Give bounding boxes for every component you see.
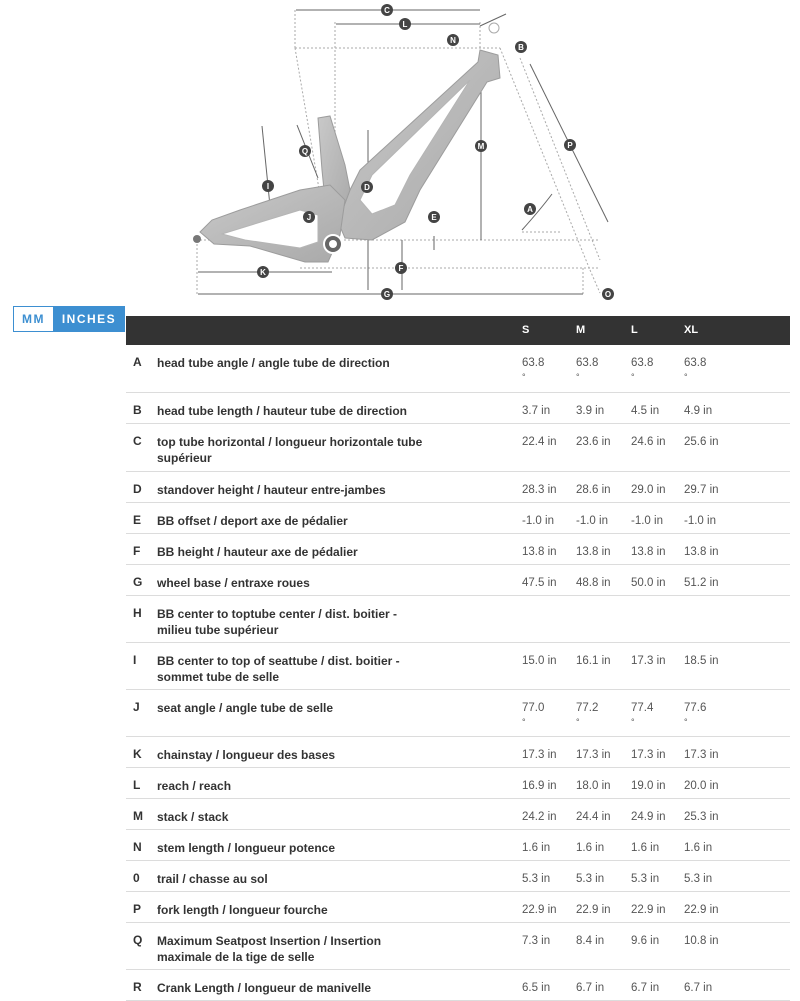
value-text: 3.7 in: [522, 405, 551, 417]
row-value: [522, 544, 557, 560]
marker-letter: K: [260, 268, 266, 277]
row-value: [522, 980, 550, 996]
dimension-marker-n: [447, 34, 459, 46]
table-row: [126, 565, 790, 596]
row-key: C: [133, 434, 142, 448]
value-text: 17.3 in: [631, 749, 666, 761]
row-key: R: [133, 980, 142, 994]
value-text: 29.7 in: [684, 484, 719, 496]
table-row: [126, 737, 790, 768]
geometry-table: [126, 316, 790, 1001]
row-key: E: [133, 513, 142, 527]
dimension-marker-g: [381, 288, 393, 300]
row-label: stem length / longueur potence: [157, 841, 336, 855]
value-text: 3.9 in: [576, 405, 605, 417]
row-key: G: [133, 575, 143, 589]
value-text: -1.0 in: [576, 515, 608, 527]
row-value: [631, 403, 659, 419]
row-value: [631, 653, 666, 669]
row-value: [631, 933, 659, 949]
table-row: [126, 643, 790, 690]
row-key: P: [133, 902, 142, 916]
row-value: [631, 840, 659, 856]
row-key: K: [133, 747, 142, 761]
marker-letter: C: [384, 6, 390, 15]
value-text: 22.9 in: [684, 904, 719, 916]
table-row: [126, 472, 790, 503]
dimension-marker-p: [564, 139, 576, 151]
table-row: [126, 923, 790, 970]
degree-unit: °: [576, 372, 580, 382]
row-value: [522, 933, 550, 949]
value-text: 4.5 in: [631, 405, 660, 417]
table-row: [126, 861, 790, 892]
size-header-l: L: [631, 324, 638, 336]
value-text: 22.9 in: [522, 904, 557, 916]
value-text: 63.8: [576, 357, 599, 369]
value-text: 1.6 in: [684, 842, 713, 854]
table-row: [126, 768, 790, 799]
dimension-marker-q: [299, 145, 311, 157]
value-text: 77.4: [631, 702, 654, 714]
table-row: [126, 596, 790, 643]
value-text: 25.3 in: [684, 811, 719, 823]
value-text: 47.5 in: [522, 577, 557, 589]
value-text: 1.6 in: [522, 842, 551, 854]
marker-letter: P: [567, 141, 573, 150]
degree-unit: °: [684, 717, 688, 727]
value-text: 4.9 in: [684, 405, 713, 417]
unit-toggle: [13, 306, 125, 332]
degree-unit: °: [631, 717, 635, 727]
row-label: chainstay / longueur des bases: [157, 748, 336, 762]
row-value: [576, 653, 611, 669]
value-text: 24.2 in: [522, 811, 557, 823]
row-label: stack / stack: [157, 810, 229, 824]
row-value: [522, 513, 554, 529]
row-value: [522, 809, 557, 825]
marker-letter: A: [527, 205, 533, 214]
table-row: [126, 503, 790, 534]
value-text: 17.3 in: [684, 749, 719, 761]
value-text: 7.3 in: [522, 935, 551, 947]
row-label: head tube angle / angle tube de direction: [157, 356, 390, 370]
row-key: J: [133, 700, 140, 714]
row-value: [576, 434, 611, 450]
table-row: [126, 690, 790, 737]
row-value: [522, 840, 550, 856]
value-text: 24.6 in: [631, 436, 666, 448]
row-label: BB center to top of seattube / dist. boitier - sommet tube de selle: [157, 654, 400, 684]
row-value: [576, 871, 604, 887]
row-label: seat angle / angle tube de selle: [157, 701, 334, 715]
table-header: [126, 316, 790, 345]
row-value: [631, 513, 663, 529]
row-label: wheel base / entraxe roues: [157, 576, 310, 590]
row-value: [631, 482, 666, 498]
degree-unit: °: [522, 717, 526, 727]
value-text: 8.4 in: [576, 935, 605, 947]
table-row: [126, 892, 790, 923]
value-text: 13.8 in: [631, 546, 666, 558]
row-value: [522, 482, 557, 498]
row-value: [684, 902, 719, 918]
row-value: [576, 482, 611, 498]
row-key: D: [133, 482, 142, 496]
value-text: 13.8 in: [522, 546, 557, 558]
table-row: [126, 830, 790, 861]
value-text: 16.9 in: [522, 780, 557, 792]
marker-letter: E: [431, 213, 437, 222]
degree-unit: °: [631, 372, 635, 382]
row-value: [522, 902, 557, 918]
row-value: [631, 544, 666, 560]
dimension-marker-o: [602, 288, 614, 300]
size-header-m: M: [576, 324, 586, 336]
value-text: 19.0 in: [631, 780, 666, 792]
row-value: [631, 434, 666, 450]
value-text: -1.0 in: [522, 515, 554, 527]
value-text: 15.0 in: [522, 655, 557, 667]
value-text: 24.4 in: [576, 811, 611, 823]
marker-letter: O: [604, 290, 612, 299]
dimension-marker-i: [262, 180, 274, 192]
row-value: [522, 575, 557, 591]
value-text: 9.6 in: [631, 935, 660, 947]
frame-geometry-diagram: [0, 0, 800, 305]
row-value: [684, 403, 712, 419]
value-text: 22.9 in: [631, 904, 666, 916]
row-value: [522, 700, 544, 727]
row-key: I: [133, 653, 137, 667]
value-text: 23.6 in: [576, 436, 611, 448]
row-value: [684, 778, 719, 794]
row-value: [576, 544, 611, 560]
dimension-marker-k: [257, 266, 269, 278]
value-text: 51.2 in: [684, 577, 719, 589]
row-key: M: [133, 809, 143, 823]
row-value: [522, 778, 557, 794]
value-text: 18.0 in: [576, 780, 611, 792]
value-text: 17.3 in: [576, 749, 611, 761]
row-value: [631, 980, 659, 996]
row-label: top tube horizontal / longueur horizontale tube supérieur: [157, 435, 423, 465]
row-value: [522, 747, 557, 763]
row-value: [576, 840, 604, 856]
value-text: 25.6 in: [684, 436, 719, 448]
row-value: [522, 653, 557, 669]
unit-inches-button[interactable]: INCHES: [53, 306, 125, 332]
value-text: 1.6 in: [576, 842, 605, 854]
row-label: BB height / hauteur axe de pédalier: [157, 545, 358, 559]
row-label: head tube length / hauteur tube de direction: [157, 404, 408, 418]
marker-letter: Q: [301, 147, 309, 156]
row-value: [684, 747, 719, 763]
value-text: 63.8: [631, 357, 654, 369]
row-value: [522, 355, 544, 382]
row-value: [631, 902, 666, 918]
value-text: 28.6 in: [576, 484, 611, 496]
marker-letter: D: [364, 183, 370, 192]
row-label: BB offset / deport axe de pédalier: [157, 514, 348, 528]
row-value: [631, 355, 653, 382]
row-label: Crank Length / longueur de manivelle: [157, 981, 372, 995]
row-key: 0: [133, 871, 140, 885]
row-value: [576, 403, 604, 419]
dimension-marker-m: [475, 140, 487, 152]
row-value: [576, 778, 611, 794]
dimension-marker-f: [395, 262, 407, 274]
row-value: [576, 980, 604, 996]
dimension-marker-j: [303, 211, 315, 223]
value-text: 29.0 in: [631, 484, 666, 496]
table-row: [126, 424, 790, 472]
value-text: 16.1 in: [576, 655, 611, 667]
marker-letter: F: [398, 264, 404, 273]
row-key: Q: [133, 933, 143, 947]
row-value: [684, 653, 719, 669]
value-text: 22.4 in: [522, 436, 557, 448]
marker-letter: N: [450, 36, 456, 45]
dimension-marker-a: [524, 203, 536, 215]
degree-unit: °: [576, 717, 580, 727]
table-row: [126, 534, 790, 565]
row-label: standover height / hauteur entre-jambes: [157, 483, 386, 497]
value-text: 50.0 in: [631, 577, 666, 589]
row-value: [684, 809, 719, 825]
row-key: N: [133, 840, 142, 854]
value-text: 77.2: [576, 702, 599, 714]
dimension-marker-d: [361, 181, 373, 193]
row-value: [576, 809, 611, 825]
row-value: [684, 871, 712, 887]
row-value: [684, 482, 719, 498]
value-text: 5.3 in: [522, 873, 551, 885]
size-header-xl: XL: [684, 324, 699, 336]
row-value: [631, 700, 653, 727]
degree-unit: °: [684, 372, 688, 382]
value-text: 17.3 in: [522, 749, 557, 761]
value-text: 18.5 in: [684, 655, 719, 667]
value-text: 6.7 in: [576, 982, 605, 994]
row-value: [684, 840, 712, 856]
value-text: 6.7 in: [684, 982, 713, 994]
dimension-marker-b: [515, 41, 527, 53]
marker-letter: L: [402, 20, 408, 29]
row-value: [631, 575, 666, 591]
row-value: [522, 871, 550, 887]
dimension-marker-c: [381, 4, 393, 16]
value-text: -1.0 in: [684, 515, 716, 527]
row-label: Maximum Seatpost Insertion / Insertion maximale de la tige de selle: [157, 934, 382, 964]
value-text: 5.3 in: [684, 873, 713, 885]
row-label: BB center to toptube center / dist. boitier - milieu tube supérieur: [157, 607, 398, 637]
value-text: 24.9 in: [631, 811, 666, 823]
row-value: [631, 747, 666, 763]
row-value: [631, 871, 659, 887]
table-row: [126, 970, 790, 1001]
table-row: [126, 799, 790, 830]
row-value: [576, 902, 611, 918]
row-value: [684, 434, 719, 450]
value-text: 13.8 in: [576, 546, 611, 558]
row-value: [684, 980, 712, 996]
row-key: H: [133, 606, 142, 620]
unit-mm-button[interactable]: MM: [13, 306, 53, 332]
row-value: [684, 544, 719, 560]
row-value: [576, 747, 611, 763]
value-text: 6.7 in: [631, 982, 660, 994]
value-text: -1.0 in: [631, 515, 663, 527]
row-key: A: [133, 355, 142, 369]
row-value: [684, 513, 716, 529]
marker-letter: M: [477, 142, 485, 151]
table-row: [126, 393, 790, 424]
degree-unit: °: [522, 372, 526, 382]
value-text: 63.8: [522, 357, 545, 369]
value-text: 20.0 in: [684, 780, 719, 792]
row-label: trail / chasse au sol: [157, 872, 268, 886]
row-value: [576, 700, 598, 727]
marker-letter: B: [518, 43, 524, 52]
value-text: 6.5 in: [522, 982, 551, 994]
marker-letter: I: [266, 182, 270, 191]
value-text: 63.8: [684, 357, 707, 369]
row-value: [522, 403, 550, 419]
row-value: [684, 575, 719, 591]
row-value: [684, 355, 706, 382]
value-text: 13.8 in: [684, 546, 719, 558]
value-text: 28.3 in: [522, 484, 557, 496]
value-text: 1.6 in: [631, 842, 660, 854]
row-key: L: [133, 778, 141, 792]
row-value: [522, 434, 557, 450]
value-text: 77.0: [522, 702, 545, 714]
row-label: fork length / longueur fourche: [157, 903, 328, 917]
marker-letter: G: [383, 290, 391, 299]
value-text: 17.3 in: [631, 655, 666, 667]
value-text: 5.3 in: [631, 873, 660, 885]
value-text: 10.8 in: [684, 935, 719, 947]
row-value: [631, 778, 666, 794]
dimension-marker-l: [399, 18, 411, 30]
value-text: 48.8 in: [576, 577, 611, 589]
row-label: reach / reach: [157, 779, 232, 793]
row-value: [576, 513, 608, 529]
row-value: [684, 700, 706, 727]
value-text: 5.3 in: [576, 873, 605, 885]
size-header-s: S: [522, 324, 530, 336]
dimension-marker-e: [428, 211, 440, 223]
row-value: [631, 809, 666, 825]
row-key: F: [133, 544, 141, 558]
value-text: 22.9 in: [576, 904, 611, 916]
row-value: [576, 355, 598, 382]
row-value: [576, 933, 604, 949]
row-key: B: [133, 403, 142, 417]
marker-letter: J: [306, 213, 312, 222]
row-value: [684, 933, 719, 949]
value-text: 77.6: [684, 702, 707, 714]
table-row: [126, 345, 790, 393]
row-value: [576, 575, 611, 591]
